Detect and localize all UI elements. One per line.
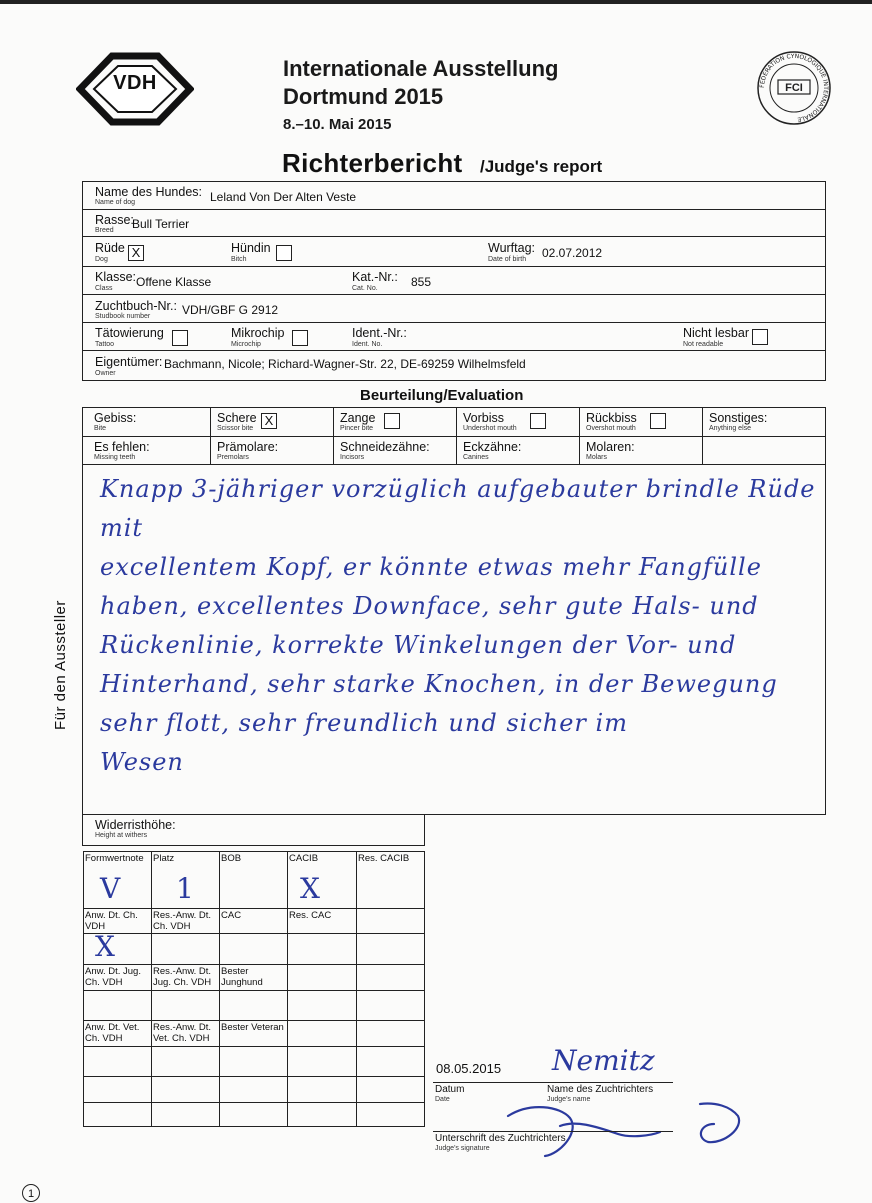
judge-signature — [500, 1096, 750, 1162]
incisor-label: Schneidezähne: — [340, 440, 430, 454]
page-number: 1 — [22, 1184, 40, 1202]
award-anw-ch: Anw. Dt. Ch. VDH — [85, 910, 138, 932]
mark-cacib: X — [300, 872, 320, 905]
male-label: Rüde — [95, 241, 125, 255]
evaluation-line: Knapp 3-jähriger vorzüglich aufgebauter brindle Rüde mit — [100, 475, 816, 542]
evaluation-line: excellentem Kopf, er könnte etwas mehr Fangfülle — [100, 553, 762, 581]
dog-name-sub: Name of dog — [95, 199, 136, 206]
event-title-line1: Internationale Ausstellung — [283, 56, 559, 81]
award-res-anw-vet: Res.-Anw. Dt. Vet. Ch. VDH — [153, 1022, 212, 1044]
award-formwert: Formwertnote — [85, 853, 144, 864]
undershot-checkbox[interactable] — [530, 413, 546, 429]
side-label: Für den Aussteller — [52, 600, 69, 730]
scissor-label: Schere — [217, 411, 257, 425]
tattoo-checkbox[interactable] — [172, 330, 188, 346]
award-platz: Platz — [153, 853, 175, 864]
male-checkbox[interactable]: X — [128, 245, 144, 261]
birth-label: Wurftag: — [488, 241, 536, 255]
judge-name-value: Nemitz — [552, 1044, 655, 1077]
evaluation-line: sehr flott, sehr freundlich und sicher im — [100, 709, 628, 737]
male-sub: Dog — [95, 256, 108, 263]
award-res-anw-ch: Res.-Anw. Dt. Ch. VDH — [153, 910, 212, 932]
scissor-checkbox[interactable]: X — [261, 413, 277, 429]
fci-seal — [756, 50, 832, 126]
ident-sub: Ident. No. — [352, 341, 383, 348]
class-value: Offene Klasse — [136, 275, 212, 289]
evaluation-line: Rückenlinie, korrekte Winkelungen der Vor- und — [100, 631, 737, 659]
report-title: Richterbericht — [282, 148, 463, 178]
event-title-line2: Dortmund 2015 — [283, 84, 444, 109]
bite-sub: Bite — [94, 425, 107, 432]
female-sub: Bitch — [231, 256, 247, 263]
premolar-sub: Premolars — [217, 454, 249, 461]
notreadable-sub: Not readable — [683, 341, 724, 348]
dog-name-label: Name des Hundes: — [95, 185, 203, 199]
cat-value: 855 — [411, 275, 432, 289]
signature-label: Unterschrift des Zuchtrichters — [435, 1133, 566, 1144]
award-best-veteran: Bester Veteran — [221, 1022, 284, 1033]
chip-label: Mikrochip — [231, 326, 285, 340]
undershot-sub: Undershot mouth — [463, 425, 517, 432]
owner-label: Eigentümer: — [95, 355, 163, 369]
award-anw-jug: Anw. Dt. Jug. Ch. VDH — [85, 966, 141, 988]
birth-value: 02.07.2012 — [542, 246, 603, 260]
owner-value: Bachmann, Nicole; Richard-Wagner-Str. 22, DE-69259 Wilhelmsfeld — [164, 357, 526, 371]
scissor-sub: Scissor bite — [217, 425, 254, 432]
class-label: Klasse: — [95, 270, 136, 284]
date-label: Datum — [435, 1084, 465, 1095]
award-res-anw-jug: Res.-Anw. Dt. Jug. Ch. VDH — [153, 966, 212, 988]
pincer-label: Zange — [340, 411, 376, 425]
studbook-sub: Studbook number — [95, 313, 151, 320]
evaluation-line: Hinterhand, sehr starke Knochen, in der Bewegung — [100, 670, 778, 698]
award-anw-vet: Anw. Dt. Vet. Ch. VDH — [85, 1022, 140, 1044]
other-label: Sonstiges: — [709, 411, 768, 425]
judge-name-label: Name des Zuchtrichters — [547, 1084, 654, 1095]
judge-name-sub: Judge's name — [547, 1096, 591, 1103]
award-res-cacib: Res. CACIB — [358, 853, 410, 864]
withers-label: Widerristhöhe: — [95, 818, 176, 832]
premolar-label: Prämolare: — [217, 440, 279, 454]
evaluation-title: Beurteilung/Evaluation — [360, 387, 524, 404]
canine-label: Eckzähne: — [463, 440, 522, 454]
breed-sub: Breed — [95, 227, 114, 234]
canine-sub: Canines — [463, 454, 489, 461]
ident-label: Ident.-Nr.: — [352, 326, 407, 340]
award-bob: BOB — [221, 853, 242, 864]
notreadable-checkbox[interactable] — [752, 329, 768, 345]
molar-label: Molaren: — [586, 440, 635, 454]
svg-text:FEDERATION CYNOLOGIQUE INTERNA: FEDERATION CYNOLOGIQUE INTERNATIONALE — [758, 52, 830, 123]
studbook-value: VDH/GBF G 2912 — [182, 303, 279, 317]
award-best-junior: Bester Junghund — [221, 966, 263, 988]
tattoo-sub: Tattoo — [95, 341, 115, 348]
molar-sub: Molars — [586, 454, 608, 461]
missing-label: Es fehlen: — [94, 440, 150, 454]
vdh-logo-text: VDH — [113, 72, 157, 94]
pincer-sub: Pincer bite — [340, 425, 374, 432]
tattoo-label: Tätowierung — [95, 326, 164, 340]
evaluation-text — [100, 470, 820, 782]
studbook-label: Zuchtbuch-Nr.: — [95, 299, 177, 313]
breed-label: Rasse: — [95, 213, 134, 227]
date-sub: Date — [435, 1096, 450, 1103]
pincer-checkbox[interactable] — [384, 413, 400, 429]
chip-sub: Microchip — [231, 341, 261, 348]
female-checkbox[interactable] — [276, 245, 292, 261]
cat-label: Kat.-Nr.: — [352, 270, 398, 284]
overshot-checkbox[interactable] — [650, 413, 666, 429]
evaluation-line: Wesen — [100, 748, 184, 776]
evaluation-line: haben, excellentes Downface, sehr gute Hals- und — [100, 592, 759, 620]
female-label: Hündin — [231, 241, 271, 255]
bite-label: Gebiss: — [94, 411, 137, 425]
owner-sub: Owner — [95, 370, 116, 377]
missing-sub: Missing teeth — [94, 454, 136, 461]
breed-value: Bull Terrier — [132, 217, 190, 231]
awards-grid — [83, 851, 425, 1127]
event-dates: 8.–10. Mai 2015 — [283, 116, 392, 133]
fci-text: FCI — [785, 82, 803, 94]
award-cac: CAC — [221, 910, 242, 921]
withers-sub: Height at withers — [95, 832, 148, 839]
birth-sub: Date of birth — [488, 256, 527, 263]
cat-sub: Cat. No. — [352, 285, 378, 292]
other-sub: Anything else — [709, 425, 752, 432]
mark-platz: 1 — [176, 872, 194, 905]
report-subtitle: /Judge's report — [480, 157, 603, 176]
chip-checkbox[interactable] — [292, 330, 308, 346]
notreadable-label: Nicht lesbar — [683, 326, 749, 340]
award-res-cac: Res. CAC — [289, 910, 332, 921]
overshot-label: Rückbiss — [586, 411, 637, 425]
date-value: 08.05.2015 — [436, 1061, 502, 1076]
signature-sub: Judge's signature — [435, 1145, 490, 1152]
top-border — [0, 0, 872, 4]
incisor-sub: Incisors — [340, 454, 365, 461]
dog-name-value: Leland Von Der Alten Veste — [210, 190, 357, 204]
overshot-sub: Overshot mouth — [586, 425, 636, 432]
mark-formwert: V — [100, 872, 121, 905]
class-sub: Class — [95, 285, 113, 292]
mark-anw-ch: X — [95, 930, 115, 963]
award-cacib: CACIB — [289, 853, 319, 864]
undershot-label: Vorbiss — [463, 411, 504, 425]
